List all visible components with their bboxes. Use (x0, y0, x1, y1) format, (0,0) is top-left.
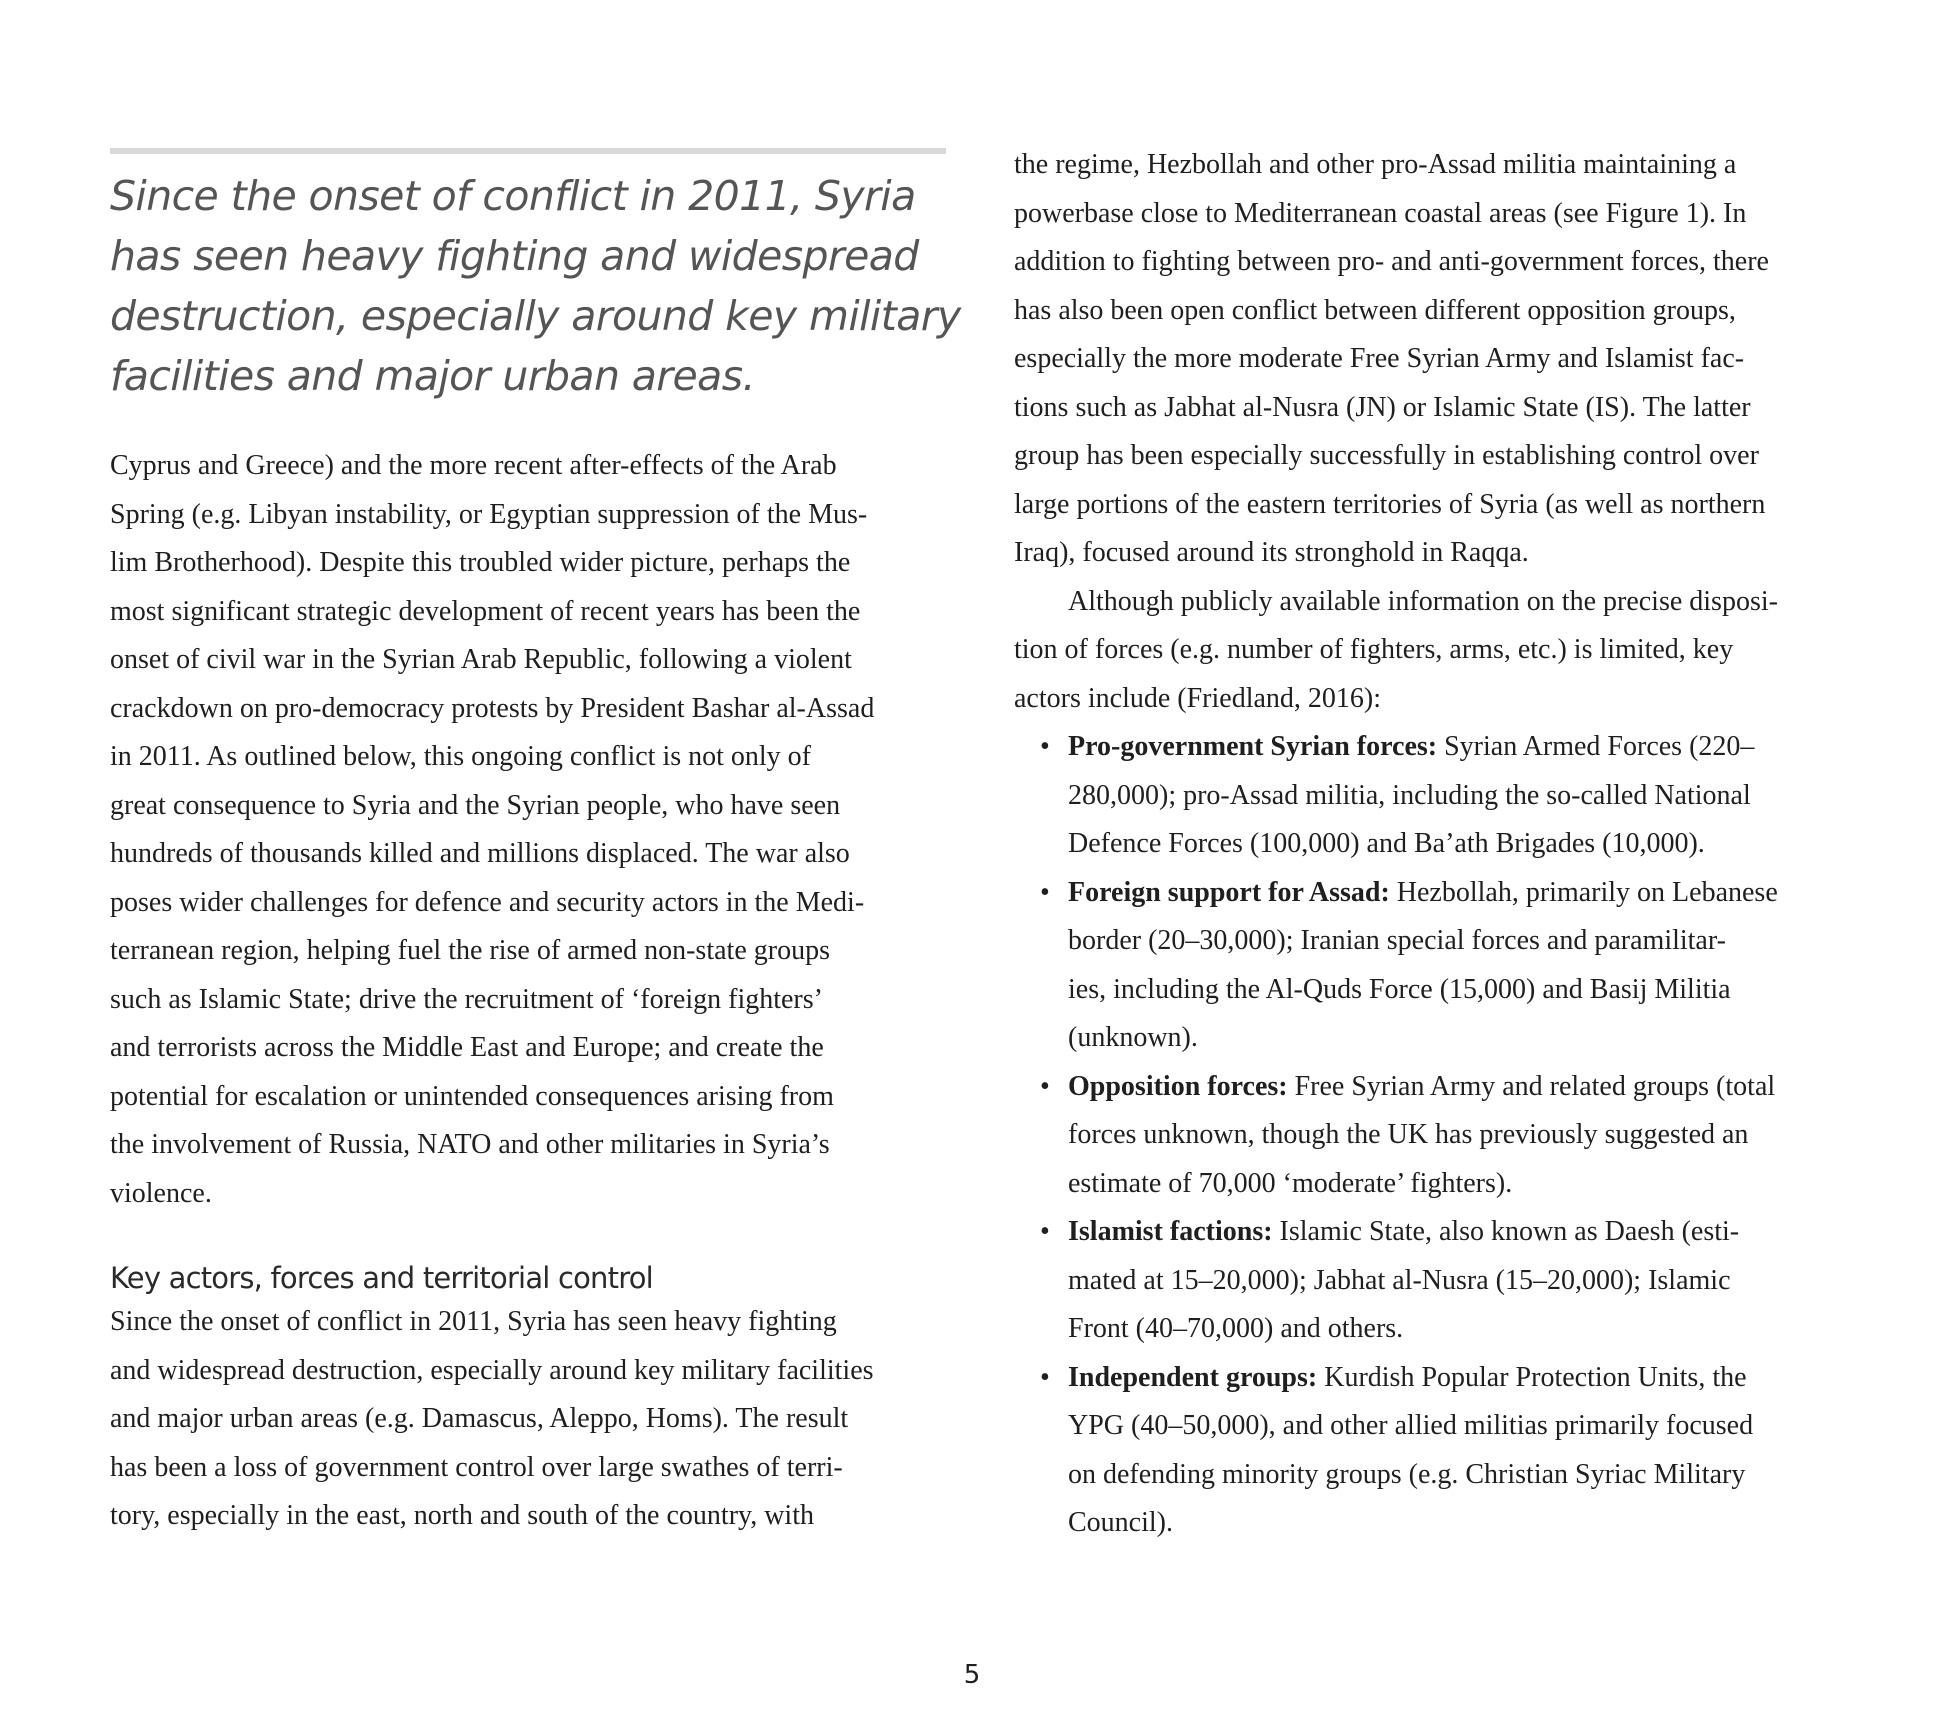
text-line: such as Islamic State; drive the recruitment of ‘foreign fighters’ (110, 983, 823, 1015)
bullet-label: Foreign support for Assad: (1068, 876, 1390, 908)
text-line: border (20–30,000); Iranian special forces and paramilitar- (1068, 925, 1726, 956)
text-line (1068, 1208, 1854, 1257)
text-line (1068, 869, 1854, 918)
text-line: the regime, Hezbollah and other pro-Assad militia maintaining a (1014, 149, 1737, 180)
bullet-label: Pro-government Syrian forces: (1068, 731, 1438, 762)
text-line: crackdown on pro-democracy protests by President Bashar al-Assad (110, 692, 875, 724)
text-line: ies, including the Al-Quds Force (15,000) and Basij Militia (1068, 973, 1731, 1005)
list-item (1014, 1208, 1854, 1354)
text-line: Cyprus and Greece) and the more recent after-effects of the Arab (110, 450, 837, 481)
body-paragraph (1014, 141, 1854, 578)
body-paragraph (110, 442, 946, 1218)
text-line: potential for escalation or unintended consequences arising from (110, 1080, 834, 1112)
pull-quote-line: Since the onset of conflict in 2011, Syria (110, 172, 916, 220)
text-line: addition to fighting between pro- and anti-government forces, there (1014, 246, 1769, 277)
text-line (1068, 1354, 1854, 1403)
bullet-label: Independent groups: (1068, 1361, 1318, 1393)
bullet-icon: • (1040, 1070, 1050, 1102)
bullet-icon: • (1040, 1216, 1050, 1247)
text-line: poses wider challenges for defence and security actors in the Medi- (110, 886, 865, 918)
text-line: especially the more moderate Free Syrian Army and Islamist fac- (1014, 343, 1745, 374)
list-item (1014, 1354, 1854, 1548)
bullet-text: Hezbollah, primarily on Lebanese (1389, 876, 1778, 908)
page-number: 5 (963, 1660, 981, 1690)
bullet-icon: • (1040, 876, 1050, 908)
bullet-label: Opposition forces: (1068, 1070, 1288, 1102)
bullet-text: Syrian Armed Forces (220– (1437, 731, 1755, 762)
text-line: YPG (40–50,000), and other allied militias primarily focused (1068, 1410, 1754, 1441)
list-item (1014, 723, 1854, 869)
text-line: actors include (Friedland, 2016): (1014, 682, 1382, 714)
actors-list (1014, 723, 1854, 1548)
text-line: in 2011. As outlined below, this ongoing conflict is not only of (110, 741, 811, 772)
body-paragraph (110, 1298, 946, 1541)
list-item (1014, 869, 1854, 1063)
text-line: great consequence to Syria and the Syrian people, who have seen (110, 789, 841, 821)
text-line: Spring (e.g. Libyan instability, or Egyptian suppression of the Mus- (110, 498, 868, 530)
bullet-text: Free Syrian Army and related groups (total (1287, 1070, 1776, 1102)
text-line (1068, 723, 1854, 772)
text-line: tion of forces (e.g. number of fighters, arms, etc.) is limited, key (1014, 634, 1734, 665)
bullet-text: Islamic State, also known as Daesh (esti- (1272, 1216, 1740, 1247)
text-line: Since the onset of conflict in 2011, Syria has seen heavy fighting (110, 1306, 837, 1337)
text-line: tions such as Jabhat al-Nusra (JN) or Islamic State (IS). The latter (1014, 391, 1751, 423)
text-line: tory, especially in the east, north and south of the country, with (110, 1500, 814, 1531)
list-item (1014, 1063, 1854, 1209)
pull-quote-rule (110, 148, 946, 154)
body-paragraph (1014, 578, 1854, 724)
text-line: 280,000); pro-Assad militia, including the so-called National (1068, 779, 1751, 811)
text-line: forces unknown, though the UK has previously suggested an (1068, 1119, 1749, 1150)
text-line: (unknown). (1068, 1022, 1198, 1053)
text-line: Iraq), focused around its stronghold in Raqqa. (1014, 537, 1529, 568)
text-line: Council). (1068, 1507, 1173, 1538)
text-line: estimate of 70,000 ‘moderate’ fighters). (1068, 1167, 1513, 1199)
text-line: and terrorists across the Middle East and Europe; and create the (110, 1032, 824, 1063)
bullet-text: Kurdish Popular Protection Units, the (1317, 1361, 1747, 1393)
text-line: on defending minority groups (e.g. Christian Syriac Military (1068, 1458, 1746, 1490)
section-heading: Key actors, forces and territorial control (110, 1261, 653, 1295)
text-line: has also been open conflict between different opposition groups, (1014, 294, 1736, 326)
pull-quote (110, 166, 961, 406)
text-line: most significant strategic development of recent years has been the (110, 595, 861, 627)
text-line: group has been especially successfully in establishing control over (1014, 440, 1759, 471)
text-line: onset of civil war in the Syrian Arab Republic, following a violent (110, 644, 852, 675)
text-line: Defence Forces (100,000) and Ba’ath Brigades (10,000). (1068, 828, 1705, 859)
text-line: mated at 15–20,000); Jabhat al-Nusra (15–20,000); Islamic (1068, 1264, 1731, 1296)
text-line: terranean region, helping fuel the rise of armed non-state groups (110, 935, 830, 966)
text-line: large portions of the eastern territories of Syria (as well as northern (1014, 488, 1766, 520)
text-line: the involvement of Russia, NATO and other militaries in Syria’s (110, 1129, 830, 1160)
left-column (110, 148, 961, 1541)
bullet-icon: • (1040, 1361, 1050, 1393)
text-line: violence. (110, 1177, 212, 1209)
text-line: powerbase close to Mediterranean coastal areas (see Figure 1). In (1014, 197, 1747, 229)
text-line: Front (40–70,000) and others. (1068, 1313, 1404, 1344)
text-line: lim Brotherhood). Despite this troubled wider picture, perhaps the (110, 547, 851, 578)
text-line (1068, 1063, 1854, 1112)
text-line: hundreds of thousands killed and millions displaced. The war also (110, 838, 850, 869)
right-column (1014, 141, 1854, 1548)
pull-quote-line: facilities and major urban areas. (110, 352, 755, 400)
text-line: and major urban areas (e.g. Damascus, Aleppo, Homs). The result (110, 1403, 849, 1434)
text-line: Although publicly available information on the precise disposi- (1068, 585, 1778, 617)
pull-quote-line: destruction, especially around key military (110, 292, 961, 340)
pull-quote-line: has seen heavy fighting and widespread (110, 232, 919, 280)
bullet-label: Islamist factions: (1068, 1216, 1273, 1247)
bullet-icon: • (1040, 731, 1050, 762)
text-line: has been a loss of government control over large swathes of terri- (110, 1451, 843, 1483)
text-line: and widespread destruction, especially around key military facilities (110, 1354, 874, 1386)
